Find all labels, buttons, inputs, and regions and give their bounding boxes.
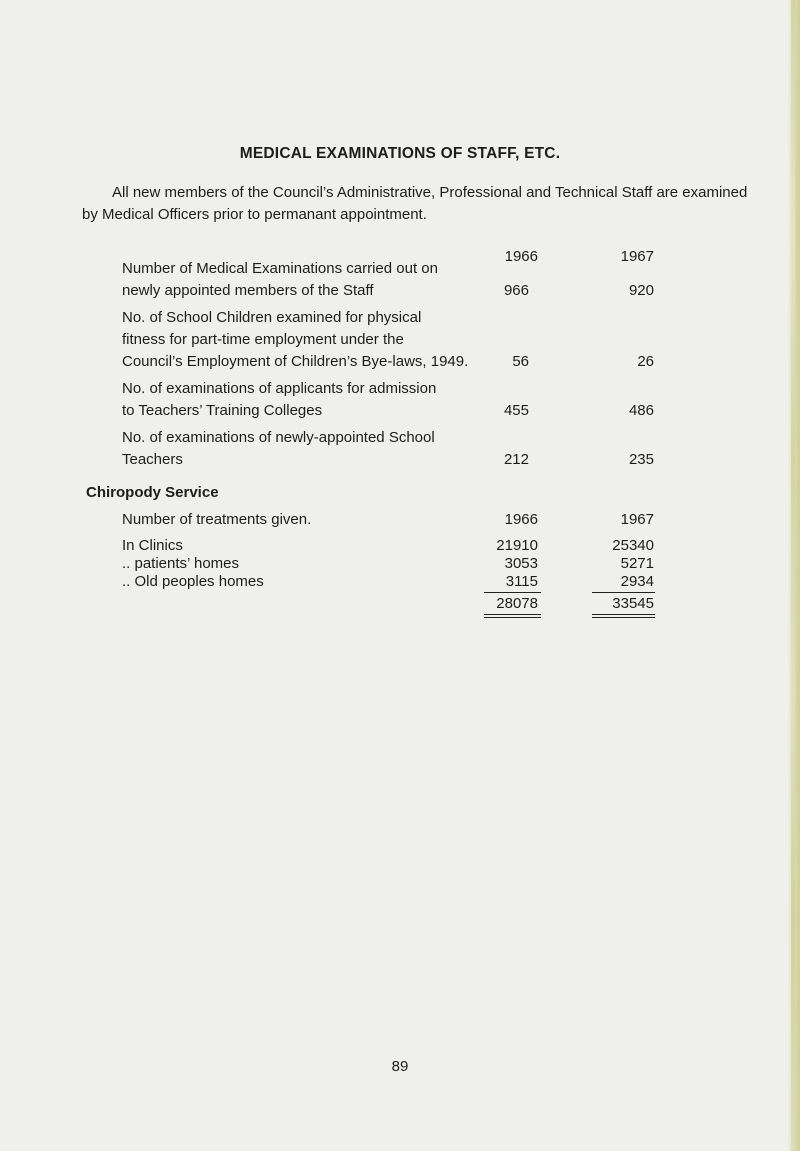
exams-row-2-label-line-3: Council’s Employment of Children’s Bye-laws, 1949. xyxy=(122,353,469,370)
total-double-rule-1966-bottom xyxy=(484,617,541,618)
chiropody-row-clinics-label: In Clinics xyxy=(122,537,183,554)
exams-row-4-label-line-1: No. of examinations of newly-appointed School xyxy=(122,429,435,446)
chiropody-heading: Chiropody Service xyxy=(86,484,219,501)
exams-row-2-label-line-2: fitness for part-time employment under the xyxy=(122,331,404,348)
exams-row-4-value-1966: 212 xyxy=(503,451,529,468)
intro-line-1: All new members of the Council’s Administrative, Professional and Technical Staff are examined xyxy=(112,184,748,201)
exams-row-3-label-line-1: No. of examinations of applicants for admission xyxy=(122,380,437,397)
exams-year-1967-header: 1967 xyxy=(620,248,654,265)
intro-line-2: by Medical Officers prior to permanant appointment. xyxy=(82,206,427,223)
exams-row-1-label-line-2: newly appointed members of the Staff xyxy=(122,282,374,299)
exams-row-2-value-1966: 56 xyxy=(512,353,529,370)
exams-row-1-label-line-1: Number of Medical Examinations carried out on xyxy=(122,260,438,277)
chiropody-year-1967-header: 1967 xyxy=(620,511,654,528)
page-edge-tint xyxy=(791,0,795,1151)
page-number: 89 xyxy=(391,1058,409,1075)
chiropody-row-patients-homes-1966: 3053 xyxy=(504,555,538,572)
exams-row-4-value-1967: 235 xyxy=(628,451,654,468)
exams-row-2-value-1967: 26 xyxy=(637,353,654,370)
exams-row-4-label-line-2: Teachers xyxy=(122,451,183,468)
exams-row-3-value-1966: 455 xyxy=(503,402,529,419)
chiropody-row-clinics-1966: 21910 xyxy=(496,537,538,554)
total-double-rule-1967-top xyxy=(592,614,655,615)
chiropody-total-1967: 33545 xyxy=(612,595,654,612)
chiropody-row-old-peoples-homes-1967: 2934 xyxy=(620,573,654,590)
total-double-rule-1967-bottom xyxy=(592,617,655,618)
exams-year-1966-header: 1966 xyxy=(504,248,538,265)
exams-row-3-value-1967: 486 xyxy=(628,402,654,419)
total-double-rule-1966-top xyxy=(484,614,541,615)
exams-row-2-label-line-1: No. of School Children examined for physical xyxy=(122,309,422,326)
chiropody-subheading: Number of treatments given. xyxy=(122,511,312,528)
exams-row-1-value-1967: 920 xyxy=(628,282,654,299)
intro-paragraph xyxy=(82,182,786,226)
chiropody-row-old-peoples-homes-label: .. Old peoples homes xyxy=(122,573,264,590)
chiropody-row-patients-homes-label: .. patients’ homes xyxy=(122,555,240,572)
chiropody-year-1966-header: 1966 xyxy=(504,511,538,528)
chiropody-total-1966: 28078 xyxy=(496,595,538,612)
chiropody-row-patients-homes-1967: 5271 xyxy=(620,555,654,572)
exams-row-1-value-1966: 966 xyxy=(503,282,529,299)
exams-row-3-label-line-2: to Teachers’ Training Colleges xyxy=(122,402,323,419)
chiropody-row-old-peoples-homes-1966: 3115 xyxy=(505,573,538,590)
page-title: MEDICAL EXAMINATIONS OF STAFF, ETC. xyxy=(239,145,561,162)
chiropody-row-clinics-1967: 25340 xyxy=(612,537,654,554)
